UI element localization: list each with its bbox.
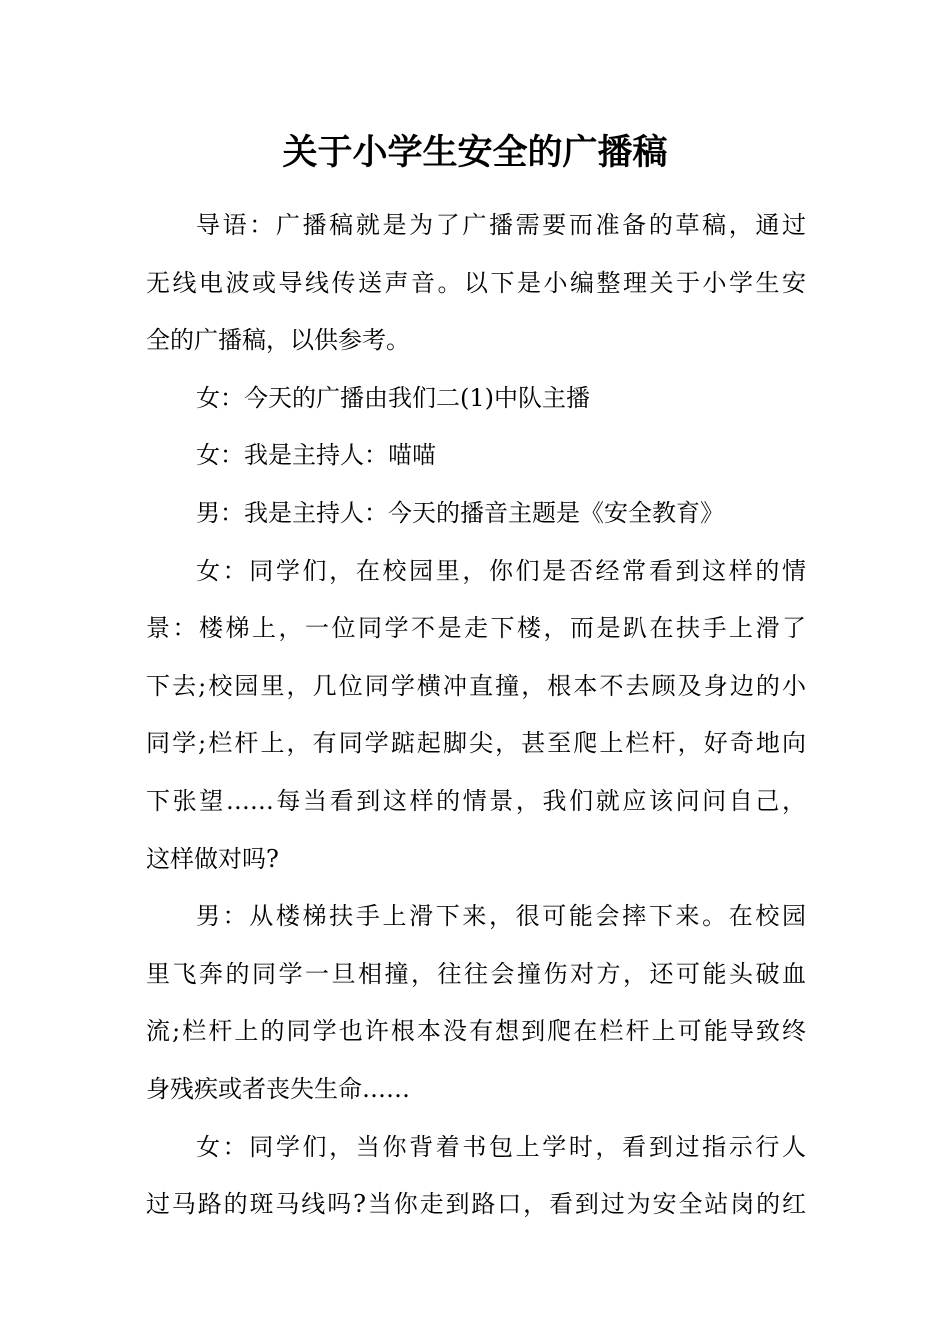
text-line: 导语：广播稿就是为了广播需要而准备的草稿，通过 [196, 211, 806, 239]
text-line: 全的广播稿，以供参考。 [146, 326, 410, 355]
text-line: 女：今天的广播由我们二(1)中队主播 [196, 383, 590, 412]
text-line: 男：从楼梯扶手上滑下来，很可能会摔下来。在校园 [196, 902, 806, 931]
text-line: 女：我是主持人：喵喵 [196, 441, 436, 470]
text-line: 下张望……每当看到这样的情景，我们就应该问问自己， [146, 786, 806, 815]
text-line: 同学;栏杆上，有同学踮起脚尖，甚至爬上栏杆，好奇地向 [146, 729, 806, 758]
text-line: 男：我是主持人：今天的播音主题是《安全教育》 [196, 498, 724, 527]
paragraph-dialogue [146, 888, 806, 1118]
text-line: 女：同学们，当你背着书包上学时，看到过指示行人 [196, 1132, 806, 1161]
paragraph-dialogue [146, 370, 806, 428]
text-line: 流;栏杆上的同学也许根本没有想到爬在栏杆上可能导致终 [146, 1017, 806, 1046]
text-line: 这样做对吗? [146, 844, 279, 873]
text-line: 里飞奔的同学一旦相撞，往往会撞伤对方，还可能头破血 [146, 959, 806, 988]
paragraph-dialogue [146, 1119, 806, 1234]
paragraph-dialogue [146, 543, 806, 889]
text-line: 景：楼梯上，一位同学不是走下楼，而是趴在扶手上滑了 [146, 614, 806, 643]
document-body [146, 197, 806, 1234]
text-line: 女：同学们，在校园里，你们是否经常看到这样的情 [196, 556, 806, 585]
text-line: 身残疾或者丧失生命…… [146, 1074, 410, 1103]
document-title: 关于小学生安全的广播稿 [282, 133, 668, 173]
text-line: 无线电波或导线传送声音。以下是小编整理关于小学生安 [146, 268, 806, 297]
text-line: 过马路的斑马线吗?当你走到路口，看到过为安全站岗的红 [146, 1190, 806, 1219]
text-line: 下去;校园里，几位同学横冲直撞，根本不去顾及身边的小 [146, 671, 806, 700]
paragraph-dialogue [146, 485, 806, 543]
paragraph-intro [146, 197, 806, 370]
paragraph-dialogue [146, 427, 806, 485]
